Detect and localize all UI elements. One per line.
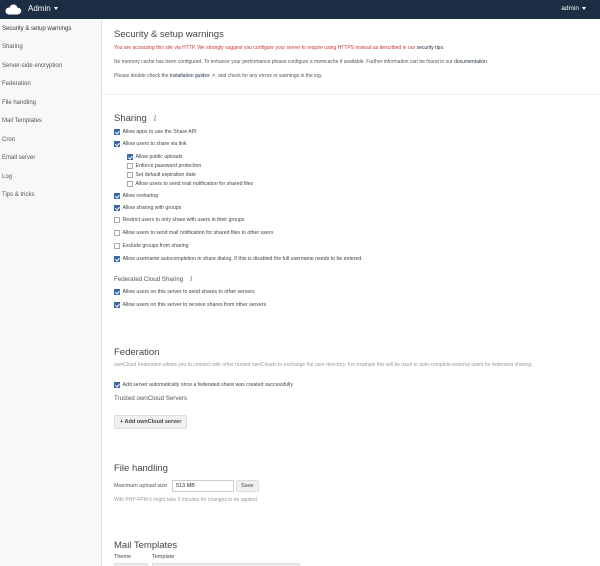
user-name: admin: [561, 5, 579, 12]
max-upload-label: Maximum upload size: [114, 483, 168, 489]
public-uploads-option[interactable]: Allow public uploads: [127, 154, 183, 160]
exclude-groups-option[interactable]: Exclude groups from sharing: [114, 243, 189, 249]
auto-add-server-option[interactable]: Add server automatically once a federated share was created successfully: [114, 382, 293, 388]
checkbox[interactable]: [114, 289, 120, 295]
federated-sharing-title: Federated Cloud Sharing i: [114, 275, 193, 283]
section-title: File handling: [114, 463, 168, 474]
template-column-header: Template: [152, 554, 175, 560]
checkbox[interactable]: [114, 141, 120, 147]
link-mail-notification-option[interactable]: Allow users to send mail notification for shared files: [127, 181, 253, 187]
file-handling-section: [114, 463, 590, 513]
checkbox[interactable]: [127, 181, 133, 187]
resharing-option[interactable]: Allow resharing: [114, 193, 158, 199]
section-title: Mail Templates: [114, 540, 178, 551]
share-api-option[interactable]: Allow apps to use the Share API: [114, 129, 197, 135]
mail-notification-option[interactable]: Allow users to send mail notification for shared files to other users: [114, 230, 273, 236]
php-fpm-note: With PHP-FPM it might take 5 minutes for changes to be applied.: [114, 497, 259, 503]
theme-column-header: Theme: [114, 554, 132, 560]
checkbox[interactable]: [114, 382, 120, 388]
security-tips-link[interactable]: security tips: [416, 45, 443, 51]
settings-sidebar: [0, 19, 102, 566]
documentation-link[interactable]: documentation: [454, 59, 487, 65]
checkbox[interactable]: [114, 302, 120, 308]
max-upload-input[interactable]: [172, 480, 234, 492]
trusted-servers-label: Trusted ownCloud Servers: [114, 395, 188, 402]
checkbox[interactable]: [127, 163, 133, 169]
chevron-down-icon: [582, 7, 586, 10]
app-title: Admin: [28, 4, 51, 13]
info-icon[interactable]: i: [190, 275, 193, 283]
group-sharing-option[interactable]: Allow sharing with groups: [114, 205, 181, 211]
sidebar-item-sharing[interactable]: Sharing: [2, 44, 23, 51]
divider: [102, 94, 600, 95]
password-protection-option[interactable]: Enforce password protection: [127, 163, 201, 169]
checkbox[interactable]: [127, 154, 133, 160]
sidebar-item-file-handling[interactable]: File handling: [2, 99, 37, 106]
app-menu[interactable]: [28, 4, 58, 13]
sidebar-item-security[interactable]: Security & setup warnings: [2, 25, 72, 32]
security-section: [114, 29, 590, 79]
sidebar-item-tips[interactable]: Tips & tricks: [2, 192, 35, 199]
sidebar-item-mail-templates[interactable]: Mail Templates: [2, 118, 42, 125]
add-server-button[interactable]: + Add ownCloud server: [114, 415, 187, 429]
sidebar-item-encryption[interactable]: Server-side encryption: [2, 62, 63, 69]
checkbox[interactable]: [114, 217, 120, 223]
top-header: [0, 0, 600, 19]
sidebar-item-federation[interactable]: Federation: [2, 81, 31, 88]
memcache-warning: No memory cache has been configured. To enhance your performance please configure a memcache if available. Further information can be found in our documentation.: [114, 59, 489, 65]
federation-description: ownCloud Federation allows you to connect with other trusted ownClouds to exchange the user directory. For example this will be used to auto-complete external users for federated sharing.: [114, 362, 533, 368]
username-autocomplete-option[interactable]: Allow username autocompletion in share dialog. If this is disabled the full username needs to be entered.: [114, 256, 363, 262]
section-title: Federation: [114, 347, 160, 358]
guides-note: Please double check the installation guides ↗, and check for any errors or warnings in the log.: [114, 73, 323, 79]
federated-receive-option[interactable]: Allow users on this server to receive shares from other servers: [114, 302, 266, 308]
section-title: Security & setup warnings: [114, 29, 224, 40]
sidebar-item-email-server[interactable]: Email server: [2, 155, 36, 162]
checkbox[interactable]: [127, 172, 133, 178]
restrict-groups-option[interactable]: Restrict users to only share with users in their groups: [114, 217, 244, 223]
cloud-icon[interactable]: [4, 4, 22, 15]
sharing-section: [114, 113, 590, 333]
checkbox[interactable]: [114, 205, 120, 211]
chevron-down-icon: [54, 7, 58, 10]
expiration-date-option[interactable]: Set default expiration date: [127, 172, 196, 178]
checkbox[interactable]: [114, 256, 120, 262]
info-icon[interactable]: i: [153, 114, 157, 123]
section-title: Sharing i: [114, 113, 157, 124]
sidebar-item-log[interactable]: Log: [2, 173, 13, 180]
share-link-option[interactable]: Allow users to share via link: [114, 141, 187, 147]
mail-templates-section: [114, 540, 590, 566]
checkbox[interactable]: [114, 193, 120, 199]
checkbox[interactable]: [114, 230, 120, 236]
http-warning: You are accessing this site via HTTP. We strongly suggest you configure your server to require using HTTPS instead as described in our security tips.: [114, 45, 445, 51]
save-button[interactable]: Save: [236, 480, 259, 492]
main-content: [102, 19, 600, 566]
user-menu[interactable]: [561, 5, 586, 12]
federation-section: [114, 347, 590, 457]
checkbox[interactable]: [114, 243, 120, 249]
checkbox[interactable]: [114, 129, 120, 135]
installation-guides-link[interactable]: installation guides ↗: [169, 73, 216, 79]
sidebar-item-cron[interactable]: Cron: [2, 136, 16, 143]
federated-send-option[interactable]: Allow users on this server to send shares to other servers: [114, 289, 255, 295]
